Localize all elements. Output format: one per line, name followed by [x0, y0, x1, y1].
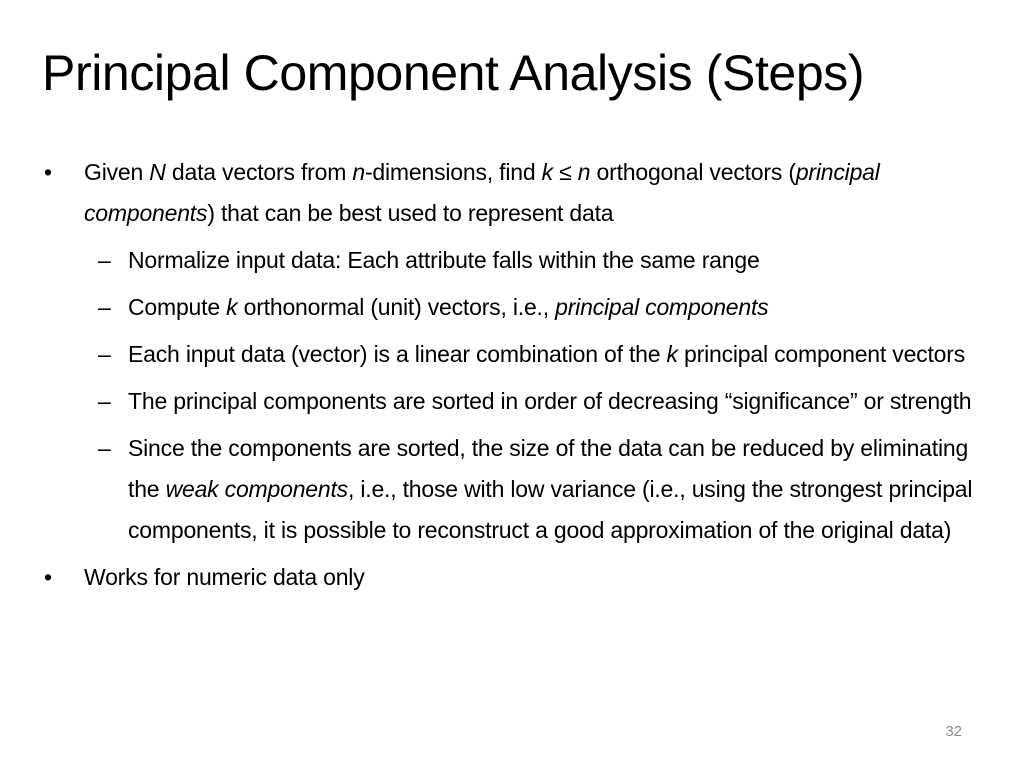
- subbullet-text: principal component vectors: [677, 341, 966, 367]
- subbullet-compute-k: [44, 287, 990, 328]
- bullet-text: Given: [84, 159, 150, 185]
- dash-mark: –: [98, 435, 111, 461]
- subbullet-text: orthonormal (unit) vectors, i.e.,: [237, 294, 556, 320]
- bullet-text: ≤: [552, 159, 578, 185]
- slide-title: Principal Component Analysis (Steps): [42, 45, 865, 101]
- var-k: k: [541, 159, 553, 185]
- subbullet-normalize: [44, 240, 990, 281]
- dash-mark: –: [98, 247, 111, 273]
- bullet-text: data vectors from: [165, 159, 353, 185]
- slide-content: [44, 152, 990, 598]
- bullet-text: ) that can be best used to represent data: [207, 200, 614, 226]
- slide-number: 32: [945, 723, 962, 740]
- subbullet-text: Since the components are sorted, the size of the data can be reduced by eliminating the: [128, 435, 969, 502]
- term-weak-components: weak components: [165, 476, 348, 502]
- term-principal-components: principal components: [84, 159, 880, 226]
- bullet-text: -dimensions, find: [364, 159, 542, 185]
- subbullet-reduce-size: [44, 428, 990, 551]
- bullet-numeric-only: [44, 557, 990, 598]
- subbullet-text: , i.e., those with low variance (i.e., using the strongest principal components, it is possible to reconstruct a good approximation of the original data): [128, 476, 973, 543]
- bullet-mark: •: [44, 159, 52, 185]
- var-N: N: [149, 159, 166, 185]
- var-n: n: [577, 159, 591, 185]
- bullet-given-n-data-vectors: [44, 152, 990, 234]
- dash-mark: –: [98, 388, 111, 414]
- dash-mark: –: [98, 294, 111, 320]
- subbullet-sorted: [44, 381, 990, 422]
- bullet-mark: •: [44, 564, 52, 590]
- subbullet-text: Compute: [128, 294, 227, 320]
- var-n: n: [352, 159, 365, 185]
- var-k: k: [226, 294, 238, 320]
- subbullet-text: Each input data (vector) is a linear combination of the: [128, 341, 667, 367]
- subbullet-linear-combination: [44, 334, 990, 375]
- bullet-text: orthogonal vectors (: [590, 159, 796, 185]
- term-principal-components: principal components: [555, 294, 769, 320]
- subbullet-text: The principal components are sorted in order of decreasing “significance” or strength: [128, 388, 972, 414]
- var-k: k: [666, 341, 678, 367]
- bullet-text: Works for numeric data only: [84, 564, 365, 590]
- subbullet-text: Normalize input data: Each attribute falls within the same range: [128, 247, 760, 273]
- dash-mark: –: [98, 341, 111, 367]
